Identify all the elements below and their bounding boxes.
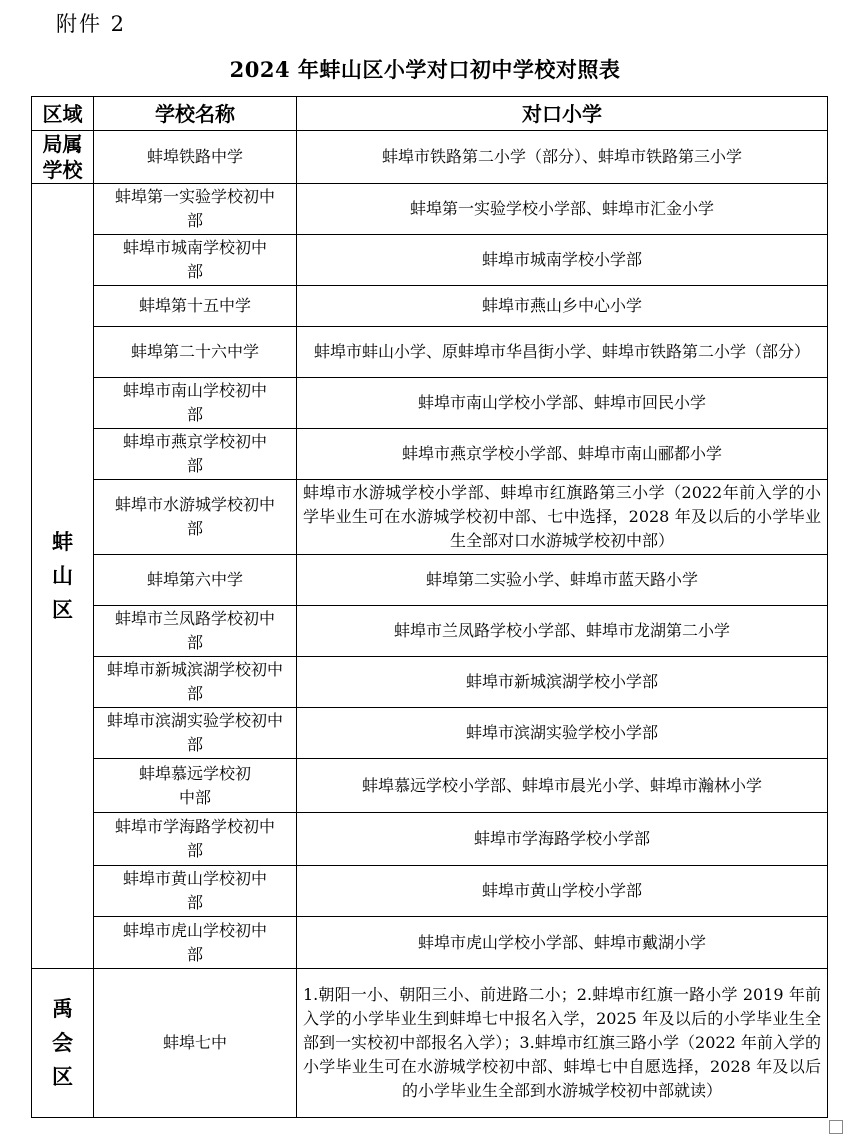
school-name-cell: 蚌埠慕远学校初中部 [94, 759, 297, 813]
school-name-cell: 蚌埠市滨湖实验学校初中部 [94, 708, 297, 759]
feeder-cell: 蚌埠慕远学校小学部、蚌埠市晨光小学、蚌埠市瀚林小学 [297, 759, 828, 813]
table-row [32, 480, 828, 555]
page-corner-marker [829, 1120, 843, 1134]
table-row [32, 708, 828, 759]
table-row [32, 184, 828, 235]
table-row [32, 429, 828, 480]
school-name-cell: 蚌埠市燕京学校初中部 [94, 429, 297, 480]
region-cell: 局属学校 [32, 131, 94, 184]
feeder-cell: 蚌埠市兰凤路学校小学部、蚌埠市龙湖第二小学 [297, 606, 828, 657]
region-cell: 禹会区 [32, 969, 94, 1118]
school-name-cell: 蚌埠市水游城学校初中部 [94, 480, 297, 555]
table-row [32, 657, 828, 708]
table-row [32, 378, 828, 429]
school-name-cell: 蚌埠市学海路学校初中部 [94, 813, 297, 866]
school-name-cell: 蚌埠市城南学校初中部 [94, 235, 297, 286]
feeder-cell: 蚌埠市滨湖实验学校小学部 [297, 708, 828, 759]
table-row [32, 969, 828, 1118]
school-name-cell: 蚌埠第二十六中学 [94, 327, 297, 378]
table-row [32, 131, 828, 184]
table-header-row [32, 97, 828, 131]
school-name-cell: 蚌埠第六中学 [94, 555, 297, 606]
table-row [32, 235, 828, 286]
school-name-cell: 蚌埠七中 [94, 969, 297, 1118]
feeder-cell: 蚌埠第二实验小学、蚌埠市蓝天路小学 [297, 555, 828, 606]
page-title: 2024 年蚌山区小学对口初中学校对照表 [229, 57, 621, 82]
table-row [32, 866, 828, 917]
header-region: 区域 [32, 97, 94, 131]
feeder-cell: 蚌埠市水游城学校小学部、蚌埠市红旗路第三小学（2022年前入学的小学毕业生可在水游城学校初中部、七中选择，2028 年及以后的小学毕业生全部对口水游城学校初中部） [297, 480, 828, 555]
table-row [32, 759, 828, 813]
school-name-cell: 蚌埠第一实验学校初中部 [94, 184, 297, 235]
table-row [32, 813, 828, 866]
header-school: 学校名称 [94, 97, 297, 131]
table-row [32, 606, 828, 657]
table-row [32, 286, 828, 327]
school-name-cell: 蚌埠市兰凤路学校初中部 [94, 606, 297, 657]
school-name-cell: 蚌埠市虎山学校初中部 [94, 917, 297, 969]
feeder-cell: 蚌埠第一实验学校小学部、蚌埠市汇金小学 [297, 184, 828, 235]
feeder-cell: 蚌埠市虎山学校小学部、蚌埠市戴湖小学 [297, 917, 828, 969]
feeder-cell: 蚌埠市南山学校小学部、蚌埠市回民小学 [297, 378, 828, 429]
school-name-cell: 蚌埠铁路中学 [94, 131, 297, 184]
table-row [32, 555, 828, 606]
school-name-cell: 蚌埠市新城滨湖学校初中部 [94, 657, 297, 708]
school-mapping-table [31, 96, 828, 1118]
school-name-cell: 蚌埠第十五中学 [94, 286, 297, 327]
feeder-cell: 蚌埠市铁路第二小学（部分）、蚌埠市铁路第三小学 [297, 131, 828, 184]
school-name-cell: 蚌埠市南山学校初中部 [94, 378, 297, 429]
school-name-cell: 蚌埠市黄山学校初中部 [94, 866, 297, 917]
feeder-cell: 蚌埠市燕山乡中心小学 [297, 286, 828, 327]
attachment-label: 附件 2 [56, 12, 127, 36]
feeder-cell: 蚌埠市城南学校小学部 [297, 235, 828, 286]
table-row [32, 917, 828, 969]
feeder-cell: 1.朝阳一小、朝阳三小、前进路二小；2.蚌埠市红旗一路小学 2019 年前入学的小学毕业生到蚌埠七中报名入学，2025 年及以后的小学毕业生全部到一实校初中部报名入学）；3.蚌埠市红旗三路小学（2022 年前入学的小学毕业生可在水游城学校初中部、蚌埠七中自愿选择，2028 年及以后的小学毕业生全部到水游城学校初中部就读） [297, 969, 828, 1118]
feeder-cell: 蚌埠市燕京学校小学部、蚌埠市南山郦都小学 [297, 429, 828, 480]
region-cell: 蚌山区 [32, 184, 94, 969]
feeder-cell: 蚌埠市黄山学校小学部 [297, 866, 828, 917]
table-row [32, 327, 828, 378]
feeder-cell: 蚌埠市蚌山小学、原蚌埠市华昌街小学、蚌埠市铁路第二小学（部分） [297, 327, 828, 378]
feeder-cell: 蚌埠市新城滨湖学校小学部 [297, 657, 828, 708]
header-feeders: 对口小学 [297, 97, 828, 131]
feeder-cell: 蚌埠市学海路学校小学部 [297, 813, 828, 866]
